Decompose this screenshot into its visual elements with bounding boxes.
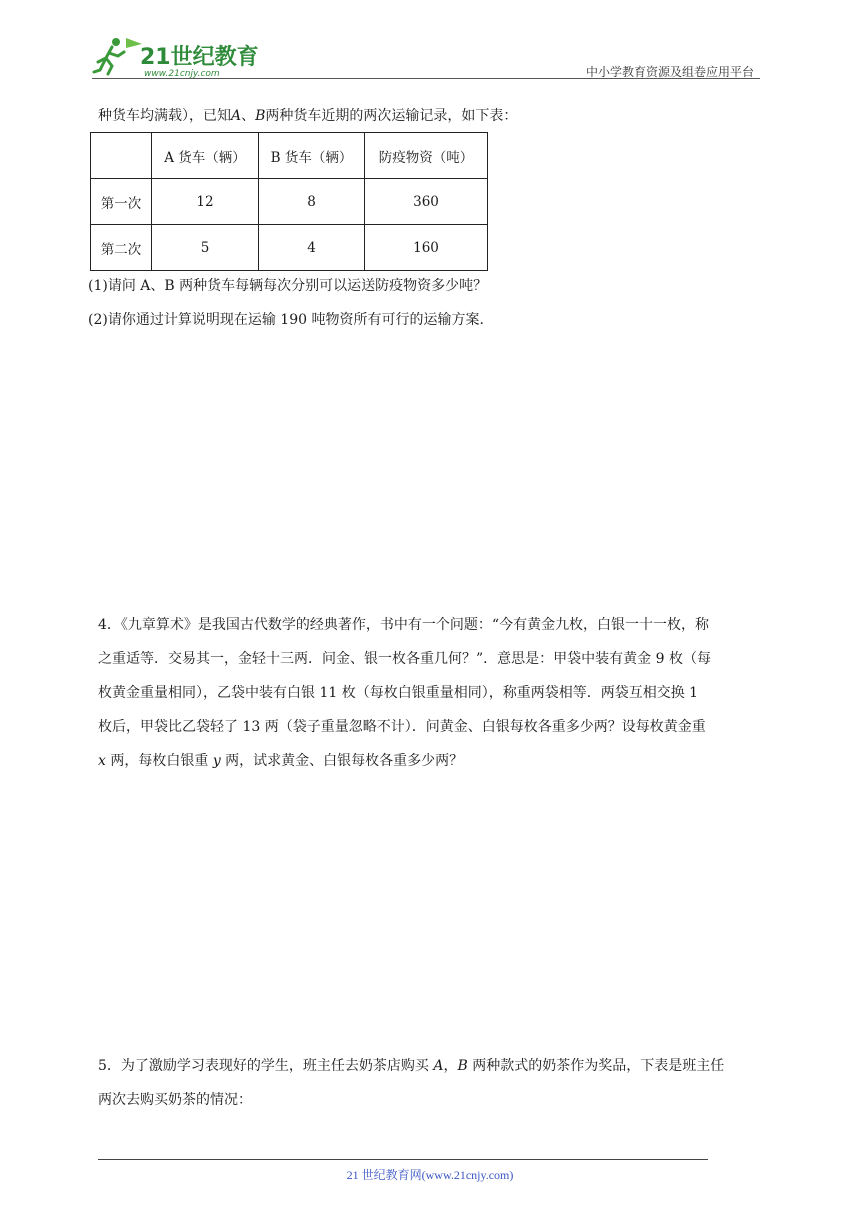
q5-sep: ，	[443, 1058, 458, 1074]
table-header-cell	[91, 133, 152, 179]
q3-intro-text: 种货车均满载），已知	[98, 108, 231, 124]
q3-table	[90, 132, 488, 271]
logo-text: 21世纪教育	[140, 45, 259, 70]
table-cell: 360	[365, 179, 488, 225]
table-cell: 5	[152, 225, 259, 271]
table-cell: 4	[259, 225, 365, 271]
table-header-cell: B 货车（辆）	[259, 133, 365, 179]
q3-var-b: B	[255, 108, 266, 124]
table-cell: 8	[259, 179, 365, 225]
page-header	[92, 30, 760, 80]
header-divider	[92, 78, 760, 79]
q4-line-5-mid: 两，每枚白银重	[105, 753, 213, 769]
table-cell: 160	[365, 225, 488, 271]
table-cell: 12	[152, 179, 259, 225]
footer-divider	[98, 1159, 708, 1160]
q4-line-5-end: 两，试求黄金、白银每枚各重多少两？	[220, 753, 464, 769]
q3-subquestion-2: (2)请你通过计算说明现在运输 190 吨物资所有可行的运输方案.	[88, 312, 484, 328]
q3-subquestion-1: (1)请问 A、B 两种货车每辆每次分别可以运送防疫物资多少吨？	[88, 278, 488, 294]
q5-line-1-text: 5．为了激励学习表现好的学生，班主任去奶茶店购买	[98, 1058, 429, 1074]
platform-title: 中小学教育资源及组卷应用平台	[585, 65, 754, 79]
q3-var-a: A	[231, 108, 242, 124]
table-header-row	[91, 133, 488, 179]
table-cell: 第二次	[91, 225, 152, 271]
q5-line-1	[98, 1056, 724, 1076]
q4-line-2: 之重适等．交易其一，金轻十三两．问金、银一枚各重几何？”．意思是：甲袋中装有黄金 9 枚（每	[98, 651, 711, 667]
q3-intro-tail: 两种货车近期的两次运输记录，如下表：	[265, 108, 518, 124]
footer-link[interactable]: 21 世纪教育网(www.21cnjy.com)	[346, 1168, 514, 1182]
q3-sep: 、	[241, 108, 256, 124]
q5-var-a: A	[428, 1058, 444, 1074]
logo-url: www.21cnjy.com	[144, 69, 220, 78]
q5-line-1-tail: 两种款式的奶茶作为奖品，下表是班主任	[467, 1058, 725, 1074]
q4-line-4: 枚后，甲袋比乙袋轻了 13 两（袋子重量忽略不计）．问黄金、白银每枚各重多少两？设每枚黄金重	[98, 719, 706, 735]
logo-21cnjy	[92, 34, 262, 78]
table-row	[91, 225, 488, 271]
table-cell: 第一次	[91, 179, 152, 225]
q4-line-1: 4．《九章算术》是我国古代数学的经典著作，书中有一个问题：“今有黄金九枚，白银一十一枚，称	[98, 617, 710, 633]
q3-intro	[98, 106, 517, 126]
table-row	[91, 179, 488, 225]
q4-line-5	[98, 751, 463, 771]
table-header-cell: 防疫物资（吨）	[365, 133, 488, 179]
q5-var-b: B	[457, 1058, 468, 1074]
q5-line-2: 两次去购买奶茶的情况：	[98, 1092, 252, 1108]
q4-var-y: y	[212, 753, 221, 769]
table-header-cell: A 货车（辆）	[152, 133, 259, 179]
q4-line-3: 枚黄金重量相同），乙袋中装有白银 11 枚（每枚白银重量相同），称重两袋相等．两袋互相交换 1	[98, 685, 699, 701]
q4-var-x: x	[98, 753, 106, 769]
